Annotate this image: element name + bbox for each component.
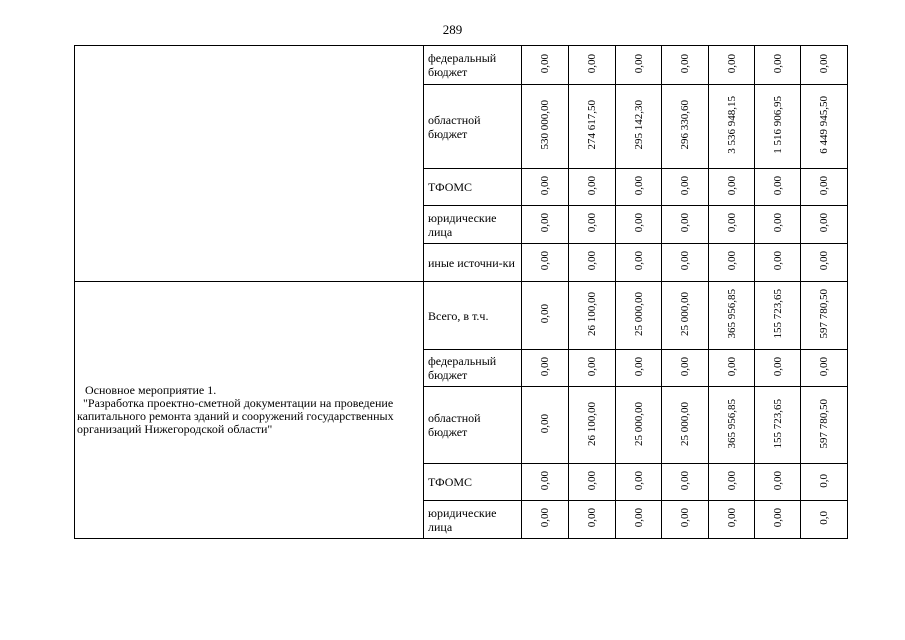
- amount-cell: [755, 464, 801, 501]
- amount-value: 0,00: [818, 53, 830, 74]
- amount-value: 0,00: [632, 508, 645, 528]
- amount-cell: [616, 206, 662, 244]
- amount-cell: [522, 501, 569, 539]
- amount-cell: [755, 206, 801, 244]
- amount-cell: [569, 464, 616, 501]
- amount-cell: [662, 169, 709, 206]
- funding-source-cell: ТФОМС: [424, 169, 522, 206]
- amount-value: 365 956,85: [725, 398, 738, 449]
- amount-cell: [522, 169, 569, 206]
- empty-description-cell: [75, 46, 424, 282]
- amount-value: 0,00: [818, 251, 830, 271]
- amount-cell: [709, 169, 755, 206]
- amount-cell: [569, 387, 616, 464]
- amount-value: 0,00: [771, 213, 784, 233]
- amount-value: 296 330,60: [679, 100, 691, 150]
- amount-value: 0,00: [725, 470, 738, 491]
- funding-source-cell: федеральный бюджет: [424, 46, 522, 85]
- amount-value: 530 000,00: [539, 100, 551, 150]
- amount-cell: [801, 244, 848, 282]
- amount-value: 0,00: [725, 356, 738, 377]
- amount-value: 0,0: [818, 473, 830, 488]
- amount-cell: [662, 501, 709, 539]
- amount-value: 0,00: [679, 213, 691, 233]
- amount-cell: [616, 282, 662, 350]
- amount-value: 0,00: [632, 175, 645, 196]
- amount-value: 0,00: [539, 356, 551, 377]
- amount-value: 0,00: [586, 53, 598, 74]
- amount-cell: [801, 169, 848, 206]
- amount-value: 25 000,00: [679, 401, 691, 446]
- amount-value: 0,00: [586, 175, 598, 196]
- amount-value: 0,00: [586, 356, 598, 377]
- amount-value: 0,00: [632, 470, 645, 491]
- amount-cell: [755, 282, 801, 350]
- amount-cell: [616, 350, 662, 387]
- funding-source-cell: иные источни-ки: [424, 244, 522, 282]
- amount-cell: [709, 282, 755, 350]
- amount-value: 0,00: [632, 213, 645, 233]
- amount-value: 0,00: [771, 251, 784, 271]
- amount-value: 25 000,00: [632, 401, 645, 446]
- amount-value: 155 723,65: [771, 289, 784, 339]
- amount-value: 0,0: [818, 511, 830, 525]
- funding-source-cell: юридические лица: [424, 501, 522, 539]
- amount-value: 0,00: [679, 175, 691, 196]
- amount-cell: [709, 85, 755, 169]
- amount-cell: [755, 501, 801, 539]
- amount-cell: [801, 206, 848, 244]
- amount-value: 0,00: [632, 356, 645, 377]
- amount-cell: [709, 206, 755, 244]
- amount-value: 6 449 945,50: [818, 96, 830, 154]
- amount-value: 0,00: [771, 53, 784, 74]
- amount-value: 0,00: [539, 53, 551, 74]
- amount-cell: [709, 501, 755, 539]
- amount-value: 0,00: [818, 175, 830, 196]
- amount-cell: [709, 464, 755, 501]
- amount-cell: [522, 464, 569, 501]
- amount-value: 0,00: [586, 508, 598, 528]
- amount-cell: [709, 387, 755, 464]
- amount-value: 0,00: [539, 413, 551, 434]
- amount-cell: [569, 244, 616, 282]
- amount-cell: [755, 85, 801, 169]
- amount-value: 0,00: [586, 213, 598, 233]
- amount-value: 597 780,50: [818, 289, 830, 339]
- amount-value: 155 723,65: [771, 398, 784, 449]
- amount-cell: [569, 350, 616, 387]
- table-row: [75, 46, 848, 85]
- amount-cell: [569, 169, 616, 206]
- amount-cell: [616, 85, 662, 169]
- amount-cell: [522, 350, 569, 387]
- amount-value: 365 956,85: [725, 289, 738, 339]
- amount-cell: [801, 85, 848, 169]
- amount-cell: [522, 387, 569, 464]
- funding-source-cell: ТФОМС: [424, 464, 522, 501]
- amount-value: 0,00: [539, 508, 551, 528]
- activity-title: Основное мероприятие 1.: [85, 383, 217, 397]
- amount-cell: [662, 350, 709, 387]
- amount-value: 0,00: [725, 508, 738, 528]
- amount-cell: [801, 464, 848, 501]
- amount-cell: [662, 85, 709, 169]
- amount-cell: [709, 244, 755, 282]
- amount-cell: [662, 387, 709, 464]
- amount-cell: [801, 501, 848, 539]
- amount-cell: [616, 46, 662, 85]
- amount-value: 0,00: [771, 470, 784, 491]
- amount-value: 25 000,00: [679, 292, 691, 336]
- amount-value: 0,00: [539, 304, 551, 324]
- amount-cell: [616, 169, 662, 206]
- amount-cell: [522, 244, 569, 282]
- budget-table: [74, 45, 848, 539]
- amount-value: 3 536 948,15: [725, 96, 738, 154]
- amount-cell: [569, 46, 616, 85]
- amount-value: 295 142,30: [632, 100, 645, 150]
- table-row: [75, 282, 848, 350]
- amount-cell: [616, 244, 662, 282]
- amount-cell: [569, 501, 616, 539]
- amount-value: 0,00: [679, 356, 691, 377]
- amount-cell: [522, 85, 569, 169]
- amount-cell: [755, 387, 801, 464]
- amount-value: 0,00: [539, 251, 551, 271]
- amount-value: 597 780,50: [818, 398, 830, 449]
- amount-cell: [616, 387, 662, 464]
- funding-source-cell: юридические лица: [424, 206, 522, 244]
- amount-cell: [801, 350, 848, 387]
- amount-cell: [755, 169, 801, 206]
- amount-value: 0,00: [539, 470, 551, 491]
- amount-cell: [569, 282, 616, 350]
- amount-value: 0,00: [771, 356, 784, 377]
- amount-value: 274 617,50: [586, 100, 598, 150]
- amount-value: 0,00: [679, 251, 691, 271]
- amount-cell: [755, 350, 801, 387]
- amount-cell: [801, 46, 848, 85]
- amount-cell: [569, 206, 616, 244]
- amount-cell: [616, 501, 662, 539]
- amount-cell: [662, 244, 709, 282]
- amount-value: 0,00: [539, 213, 551, 233]
- amount-cell: [662, 282, 709, 350]
- amount-value: 0,00: [679, 53, 691, 74]
- amount-value: 25 000,00: [632, 292, 645, 336]
- amount-value: 26 100,00: [586, 292, 598, 336]
- funding-source-cell: Всего, в т.ч.: [424, 282, 522, 350]
- activity-text: "Разработка проектно-сметной документации на проведение капитального ремонта зданий и сооружений государственных организаций Нижегородской области": [77, 396, 394, 436]
- amount-cell: [616, 464, 662, 501]
- amount-value: 0,00: [725, 53, 738, 74]
- amount-value: 0,00: [539, 175, 551, 196]
- amount-cell: [755, 244, 801, 282]
- amount-cell: [709, 46, 755, 85]
- page-number: 289: [442, 22, 463, 37]
- amount-value: 0,00: [725, 213, 738, 233]
- amount-value: 0,00: [725, 175, 738, 196]
- amount-cell: [801, 282, 848, 350]
- activity-description-cell: [75, 282, 424, 539]
- amount-cell: [755, 46, 801, 85]
- amount-value: 0,00: [771, 508, 784, 528]
- amount-cell: [522, 206, 569, 244]
- amount-value: 0,00: [679, 470, 691, 491]
- amount-cell: [709, 350, 755, 387]
- amount-value: 0,00: [818, 213, 830, 233]
- amount-value: 0,00: [818, 356, 830, 377]
- amount-value: 0,00: [679, 508, 691, 528]
- amount-cell: [801, 387, 848, 464]
- amount-cell: [662, 206, 709, 244]
- funding-source-cell: федеральный бюджет: [424, 350, 522, 387]
- amount-value: 0,00: [586, 470, 598, 491]
- amount-cell: [522, 282, 569, 350]
- amount-value: 26 100,00: [586, 401, 598, 446]
- amount-cell: [662, 46, 709, 85]
- funding-source-cell: областной бюджет: [424, 387, 522, 464]
- amount-cell: [569, 85, 616, 169]
- amount-value: 0,00: [632, 251, 645, 271]
- amount-value: 1 516 906,95: [771, 96, 784, 154]
- amount-cell: [522, 46, 569, 85]
- amount-cell: [662, 464, 709, 501]
- amount-value: 0,00: [725, 251, 738, 271]
- amount-value: 0,00: [771, 175, 784, 196]
- amount-value: 0,00: [632, 53, 645, 74]
- amount-value: 0,00: [586, 251, 598, 271]
- funding-source-cell: областной бюджет: [424, 85, 522, 169]
